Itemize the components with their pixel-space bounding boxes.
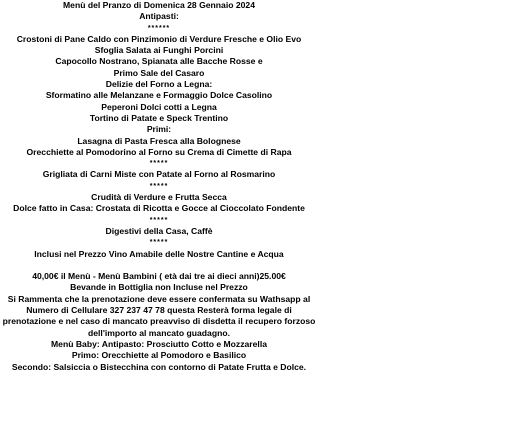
price-line: 40,00€ il Menù - Menù Bambini ( età dai tre ai dieci anni)25.00€ [32, 271, 286, 282]
dolce-item: Dolce fatto in Casa: Crostata di Ricotta e Gocce al Cioccolato Fondente [13, 203, 305, 214]
forno-item: Tortino di Patate e Speck Trentino [89, 112, 229, 123]
forno-heading: Delizie del Forno a Legna: [105, 79, 213, 90]
antipasti-item: Crostoni di Pane Caldo con Pinzimonio di Verdure Fresche e Olio Evo [16, 33, 302, 44]
spacer [0, 260, 318, 271]
vino-note: Inclusi nel Prezzo Vino Amabile delle Nostre Cantine e Acqua [34, 248, 284, 259]
separator-stars: ***** [149, 216, 169, 224]
digestivi-item: Digestivi della Casa, Caffè [105, 225, 213, 236]
antipasti-item: Sfoglia Salata ai Funghi Porcini [94, 45, 224, 56]
forno-item: Peperoni Dolci cotti a Legna [101, 101, 217, 112]
secondo-item: Grigliata di Carni Miste con Patate al Forno al Rosmarino [42, 169, 276, 180]
primi-item: Orecchiette al Pomodorino al Forno su Crema di Cimette di Rapa [26, 146, 292, 157]
separator-stars: ***** [149, 182, 169, 190]
baby-antipasto: Menù Baby: Antipasto: Prosciutto Cotto e Mozzarella [51, 338, 267, 349]
forno-item: Sformatino alle Melanzane e Formaggio Dolce Casolino [45, 90, 273, 101]
primi-heading: Primi: [146, 124, 172, 135]
primi-item: Lasagna di Pasta Fresca alla Bolognese [77, 135, 241, 146]
booking-notice: Si Rammenta che la prenotazione deve essere confermata su Wathsapp al Numero di Cellulare 327 237 47 78 questa Resterà forma legale di prenotazione e nel caso di mancato preavviso di disdetta il recupero forzoso dell'importo al mancato guadagno. [2, 293, 316, 338]
baby-primo: Primo: Orecchiette al Pomodoro e Basilico [71, 350, 247, 361]
antipasti-item: Primo Sale del Casaro [113, 67, 205, 78]
separator-stars: ***** [149, 239, 169, 247]
separator-stars: ***** [149, 160, 169, 168]
antipasti-heading: Antipasti: [139, 11, 179, 22]
antipasti-item: Capocollo Nostrano, Spianata alle Bacche Rosse e [55, 56, 263, 67]
separator-stars: ****** [147, 24, 171, 32]
baby-secondo: Secondo: Salsiccia o Bistecchina con contorno di Patate Frutta e Dolce. [11, 361, 307, 372]
bevande-note: Bevande in Bottiglia non Incluse nel Prezzo [70, 282, 248, 293]
menu-title: Menù del Pranzo di Domenica 28 Gennaio 2024 [63, 0, 255, 10]
contorno-item: Crudità di Verdure e Frutta Secca [91, 192, 227, 203]
